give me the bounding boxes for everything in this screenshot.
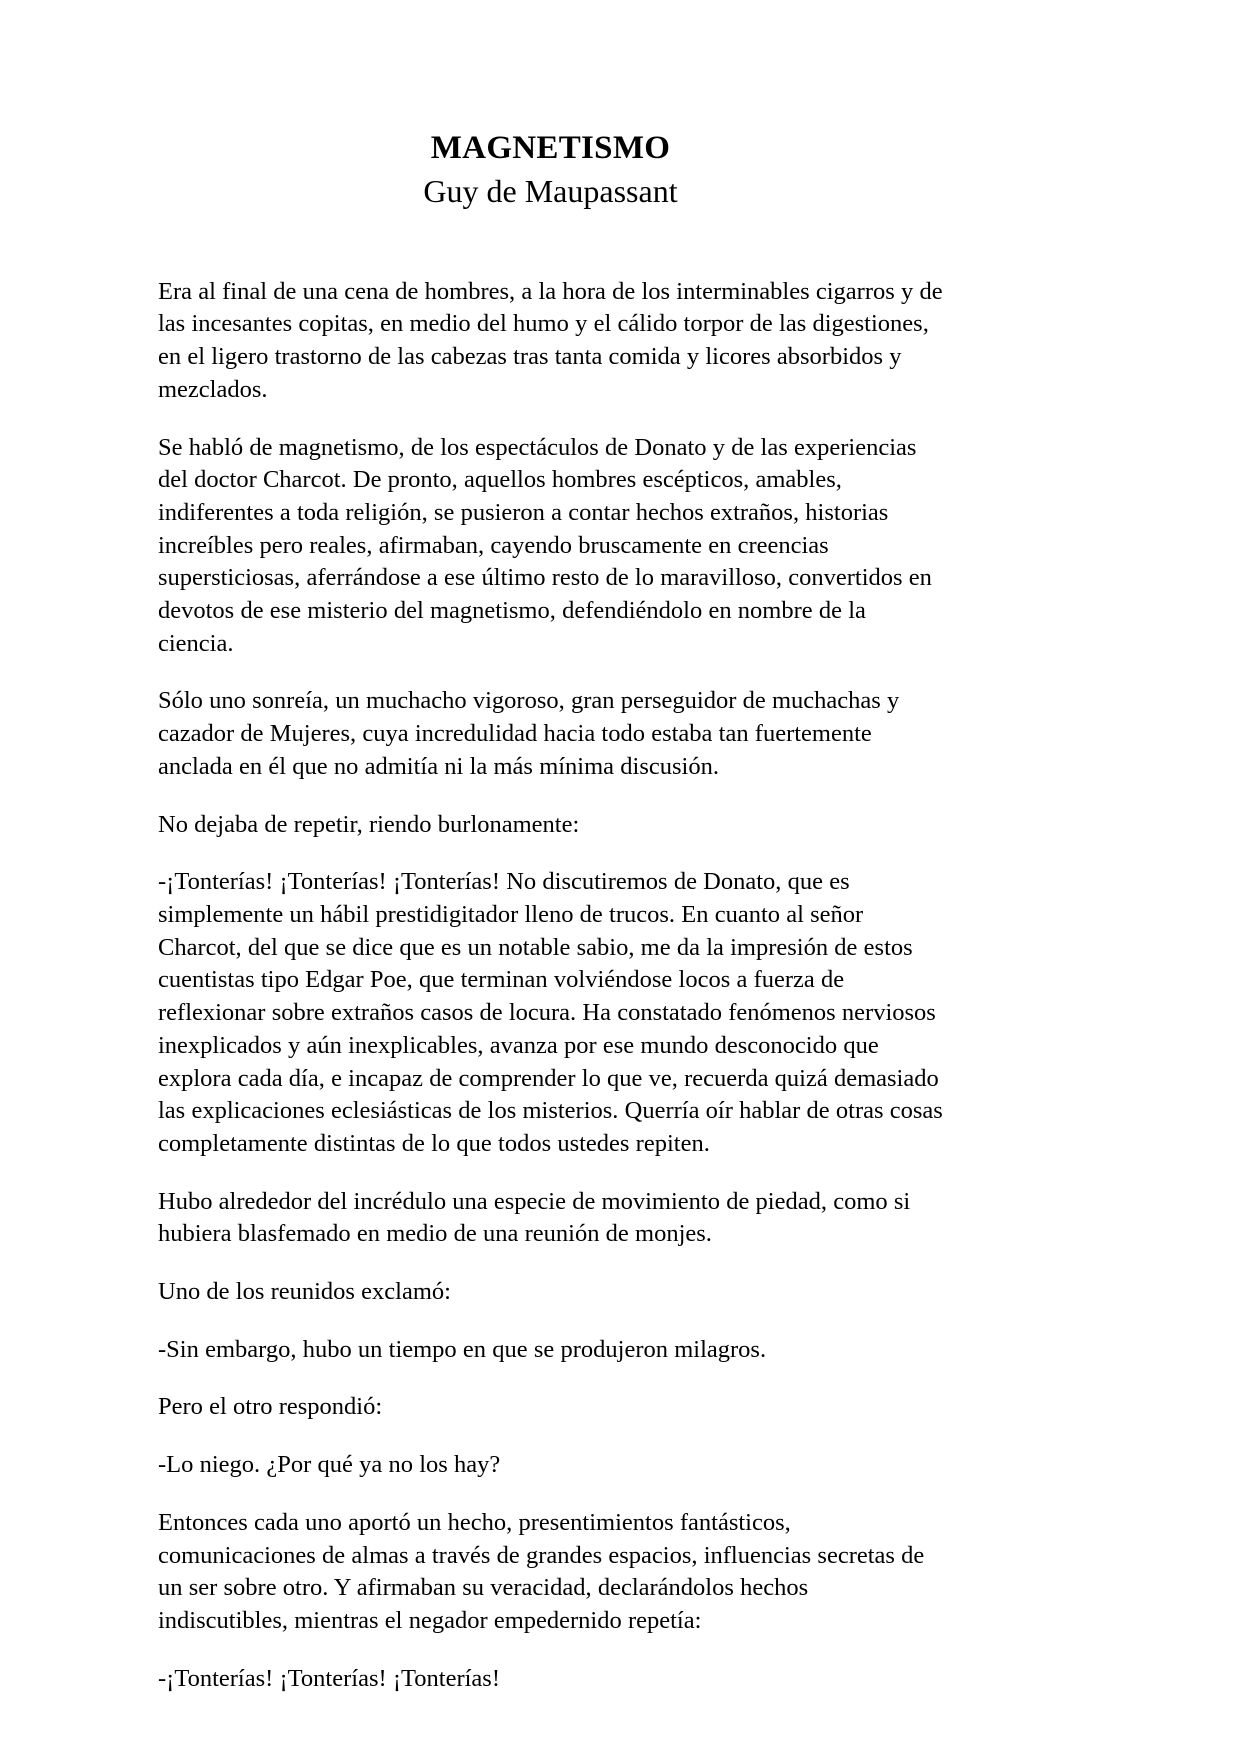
paragraph: Se habló de magnetismo, de los espectáculos de Donato y de las experiencias del doctor Charcot. De pronto, aquellos hombres escépticos, amables, indiferentes a toda religión, se pusieron a contar hechos extraños, historias increíbles pero reales, afirmaban, cayendo bruscamente en creencias supersticiosas, aferrándose a ese último resto de lo maravilloso, convertidos en devotos de ese misterio del magnetismo, defendiéndolo en nombre de la ciencia. (158, 433, 932, 657)
paragraph: Pero el otro respondió: (158, 1393, 383, 1421)
paragraph: Sólo uno sonreía, un muchacho vigoroso, gran perseguidor de muchachas y cazador de Mujeres, cuya incredulidad hacia todo estaba tan fuertemente anclada en él que no admitía ni la más mínima discusión. (158, 687, 900, 780)
paragraph: No dejaba de repetir, riendo burlonamente: (158, 810, 580, 838)
paragraph: -Lo niego. ¿Por qué ya no los hay? (158, 1451, 501, 1479)
paragraph: -¡Tonterías! ¡Tonterías! ¡Tonterías! No discutiremos de Donato, que es simplemente un hábil prestidigitador lleno de trucos. En cuanto al señor Charcot, del que se dice que es un notable sabio, me da la impresión de estos cuentistas tipo Edgar Poe, que terminan volviéndose locos a fuerza de reflexionar sobre extraños casos de locura. Ha constatado fenómenos nerviosos inexplicados y aún inexplicables, avanza por ese mundo desconocido que explora cada día, e incapaz de comprender lo que ve, recuerda quizá demasiado las explicaciones eclesiásticas de los misterios. Querría oír hablar de otras cosas completamente distintas de lo que todos ustedes repiten. (158, 868, 943, 1157)
document-author: Guy de Maupassant (423, 172, 678, 209)
paragraph: Hubo alrededor del incrédulo una especie de movimiento de piedad, como si hubiera blasfemado en medio de una reunión de monjes. (158, 1187, 911, 1248)
page-content (158, 0, 943, 1695)
page-title: MAGNETISMO (430, 130, 671, 166)
paragraph: Era al final de una cena de hombres, a la hora de los interminables cigarros y de las incesantes copitas, en medio del humo y el cálido torpor de las digestiones, en el ligero trastorno de las cabezas tras tanta comida y licores absorbidos y mezclados. (158, 277, 943, 403)
paragraph: -Sin embargo, hubo un tiempo en que se produjeron milagros. (158, 1335, 767, 1363)
paragraph: Uno de los reunidos exclamó: (158, 1278, 451, 1306)
paragraph: -¡Tonterías! ¡Tonterías! ¡Tonterías! (158, 1664, 500, 1692)
paragraph: Entonces cada uno aportó un hecho, presentimientos fantásticos, comunicaciones de almas a través de grandes espacios, influencias secretas de un ser sobre otro. Y afirmaban su veracidad, declarándolos hechos indiscutibles, mientras el negador empedernido repetía: (158, 1508, 925, 1634)
document-body (158, 210, 943, 1696)
